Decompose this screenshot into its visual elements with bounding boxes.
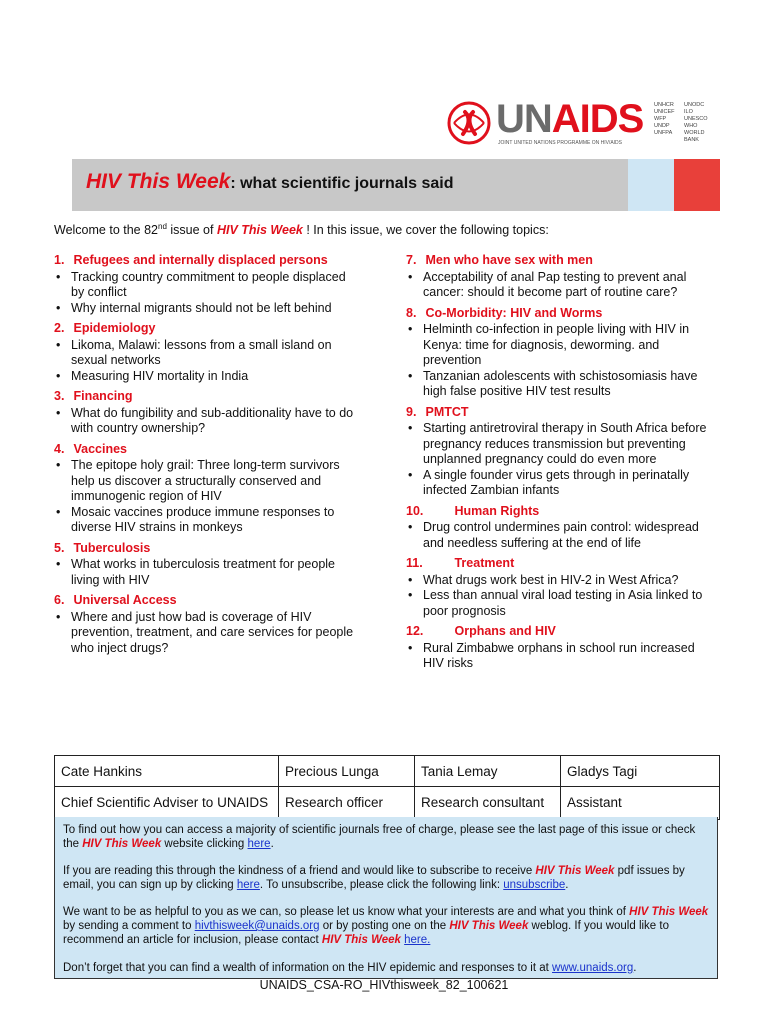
- staff-names-row: [55, 756, 720, 787]
- topic-heading: [406, 306, 716, 322]
- banner-title: [86, 170, 454, 194]
- staff-role: Research officer: [279, 787, 415, 820]
- topic-number: 5.: [54, 540, 65, 555]
- unsubscribe-link[interactable]: unsubscribe: [503, 879, 566, 891]
- topic-title: Tuberculosis: [73, 540, 151, 555]
- cosponsor-name: ILO: [684, 109, 693, 115]
- contact-here-link[interactable]: here.: [404, 934, 431, 946]
- topic-title: Co-Morbidity: HIV and Worms: [425, 305, 603, 320]
- topic-title: Orphans and HIV: [454, 624, 556, 638]
- banner-title-rest: : what scientific journals said: [230, 175, 454, 192]
- info-box: [54, 817, 718, 979]
- topic-number: 4.: [54, 441, 65, 456]
- banner-blue-block: [628, 159, 674, 211]
- topic-number: 7.: [406, 253, 417, 267]
- cosponsor-name: UNODC: [684, 102, 705, 108]
- topic-heading: [54, 541, 354, 557]
- staff-name: Gladys Tagi: [561, 756, 720, 787]
- logo-wordmark: UNAIDS: [496, 97, 644, 141]
- topic-heading: [54, 593, 354, 609]
- topic-heading: [406, 556, 716, 572]
- topic-heading: [54, 389, 354, 405]
- logo-subtitle: JOINT UNITED NATIONS PROGRAMME ON HIV/AIDS: [498, 140, 622, 146]
- topic-article-item: • Where and just how bad is coverage of HIV prevention, treatment, and care services for people who inject drugs?: [54, 610, 354, 657]
- staff-role: Assistant: [561, 787, 720, 820]
- cosponsor-list: [654, 102, 720, 144]
- topic-article-item: • What works in tuberculosis treatment for people living with HIV: [54, 557, 354, 588]
- unaids-logo: [446, 96, 720, 150]
- topic-article-list: [406, 322, 716, 400]
- cosponsor-name: WFP: [654, 116, 667, 122]
- cosponsor-name: UNESCO: [684, 116, 708, 122]
- website-here-link[interactable]: here: [247, 838, 271, 850]
- email-link[interactable]: hivthisweek@unaids.org: [194, 920, 320, 932]
- topic-number: 3.: [54, 389, 65, 403]
- topic-article-item: • Acceptability of anal Pap testing to prevent anal cancer: should it become part of routine care?: [406, 270, 716, 301]
- topic-heading: [54, 442, 354, 458]
- cosponsor-name: UNICEF: [654, 109, 675, 115]
- intro-text: Welcome to the 82nd issue of HIV This Week ! In this issue, we cover the following topics:: [54, 222, 549, 238]
- topic-section: [406, 504, 716, 552]
- topic-article-item: • Starting antiretroviral therapy in South Africa before pregnancy reduces transmission but preventing unplanned pregnancy could do even more: [406, 421, 716, 468]
- staff-name: Cate Hankins: [55, 756, 279, 787]
- topic-article-list: [54, 270, 354, 317]
- subscribe-here-link[interactable]: here: [236, 879, 260, 891]
- topic-title: Refugees and internally displaced persons: [73, 253, 328, 267]
- topic-article-item: • Helminth co-infection in people living with HIV in Kenya: time for diagnosis, deworming. and prevention: [406, 322, 716, 369]
- topic-number: 6.: [54, 593, 65, 607]
- topic-title: Universal Access: [73, 593, 177, 607]
- topics-left-column: [54, 253, 354, 661]
- topic-article-list: [54, 338, 354, 385]
- cosponsor-name: WHO: [684, 123, 698, 129]
- topic-title: Vaccines: [73, 441, 127, 456]
- topic-number: 12.: [406, 624, 424, 638]
- topic-article-list: [406, 520, 716, 551]
- topic-article-list: [54, 610, 354, 657]
- topic-article-list: [54, 557, 354, 588]
- topic-article-list: [406, 270, 716, 301]
- topic-heading: [54, 321, 354, 337]
- info-paragraph-subscribe: If you are reading this through the kindness of a friend and would like to subscribe to receive HIV This Week pdf issues by email, you can sign up by clicking here. To unsubscribe, please click the following link: unsubscribe.: [63, 865, 685, 891]
- info-paragraph-feedback: We want to be as helpful to you as we can, so please let us know what your interests are and what you think of HIV This Week by sending a comment to hivthisweek@unaids.org or by posting one on the HIV This Week weblog. If you would like to recommend an article for inclusion, please contact HIV This Week here.: [63, 906, 709, 946]
- topic-section: [406, 556, 716, 619]
- topic-article-item: • A single founder virus gets through in perinatally infected Zambian infants: [406, 468, 716, 499]
- un-emblem-icon: [446, 100, 492, 146]
- topic-section: [54, 321, 354, 384]
- staff-name: Tania Lemay: [415, 756, 561, 787]
- topic-number: 10.: [406, 503, 424, 518]
- cosponsor-name: UNHCR: [654, 102, 674, 108]
- topic-title: PMTCT: [425, 404, 469, 419]
- topic-article-list: [406, 641, 716, 672]
- cosponsor-name: UNFPA: [654, 130, 673, 136]
- staff-role: Research consultant: [415, 787, 561, 820]
- topic-article-item: • Rural Zimbabwe orphans in school run increased HIV risks: [406, 641, 716, 672]
- topic-section: [54, 389, 354, 437]
- topic-section: [406, 253, 716, 301]
- topic-section: [54, 253, 354, 316]
- banner-red-block: [674, 159, 720, 211]
- topic-heading: [406, 504, 716, 520]
- topic-article-item: • Tracking country commitment to people displaced by conflict: [54, 270, 354, 301]
- staff-table: [54, 755, 720, 820]
- info-paragraph-website: Don’t forget that you can find a wealth of information on the HIV epidemic and responses to it at www.unaids.org.: [63, 962, 637, 974]
- unaids-website-link[interactable]: www.unaids.org: [552, 962, 634, 974]
- topic-heading: [406, 253, 716, 269]
- staff-name: Precious Lunga: [279, 756, 415, 787]
- staff-roles-row: [55, 787, 720, 820]
- topic-heading: [406, 405, 716, 421]
- cosponsor-name: UNDP: [654, 123, 670, 129]
- topic-article-item: • Tanzanian adolescents with schistosomiasis have high false positive HIV test results: [406, 369, 716, 400]
- topic-article-list: [54, 406, 354, 437]
- topic-article-item: • Why internal migrants should not be left behind: [54, 301, 354, 317]
- topic-number: 2.: [54, 321, 65, 335]
- cosponsor-name: WORLD BANK: [684, 130, 705, 143]
- topic-heading: [406, 624, 716, 640]
- topic-title: Financing: [73, 389, 133, 403]
- topic-section: [406, 405, 716, 499]
- topic-article-list: [406, 573, 716, 620]
- topic-article-item: • Mosaic vaccines produce immune responses to diverse HIV strains in monkeys: [54, 505, 354, 536]
- topic-number: 1.: [54, 253, 65, 267]
- topic-article-list: [406, 421, 716, 499]
- title-banner: [72, 159, 628, 211]
- topic-number: 11.: [406, 556, 423, 570]
- info-paragraph-access: To find out how you can access a majority of scientific journals free of charge, please see the last page of this issue or check the HIV This Week website clicking here.: [63, 824, 696, 850]
- footer-doc-id: UNAIDS_CSA-RO_HIVthisweek_82_100621: [259, 978, 509, 992]
- topic-article-item: • Drug control undermines pain control: widespread and needless suffering at the end of life: [406, 520, 716, 551]
- topic-number: 8.: [406, 305, 417, 320]
- topic-article-item: • Measuring HIV mortality in India: [54, 369, 354, 385]
- topic-article-item: • The epitope holy grail: Three long-term survivors help us discover a structurally conserved and immunogenic region of HIV: [54, 458, 354, 505]
- topic-article-item: • Likoma, Malawi: lessons from a small island on sexual networks: [54, 338, 354, 369]
- topic-section: [406, 306, 716, 400]
- topic-heading: [54, 253, 354, 269]
- topic-section: [406, 624, 716, 672]
- topic-article-list: [54, 458, 354, 536]
- topic-number: 9.: [406, 404, 417, 419]
- topic-section: [54, 541, 354, 589]
- staff-role: Chief Scientific Adviser to UNAIDS: [55, 787, 279, 820]
- topic-article-item: • Less than annual viral load testing in Asia linked to poor prognosis: [406, 588, 716, 619]
- topics-right-column: [406, 253, 716, 677]
- topic-title: Epidemiology: [73, 321, 156, 335]
- topic-section: [54, 442, 354, 536]
- topic-article-item: • What do fungibility and sub-additionality have to do with country ownership?: [54, 406, 354, 437]
- topic-article-item: • What drugs work best in HIV-2 in West Africa?: [406, 573, 716, 589]
- topic-title: Human Rights: [454, 503, 540, 518]
- banner-title-brand: HIV This Week: [86, 170, 231, 193]
- topic-title: Men who have sex with men: [425, 253, 593, 267]
- topic-section: [54, 593, 354, 656]
- topic-title: Treatment: [454, 556, 515, 570]
